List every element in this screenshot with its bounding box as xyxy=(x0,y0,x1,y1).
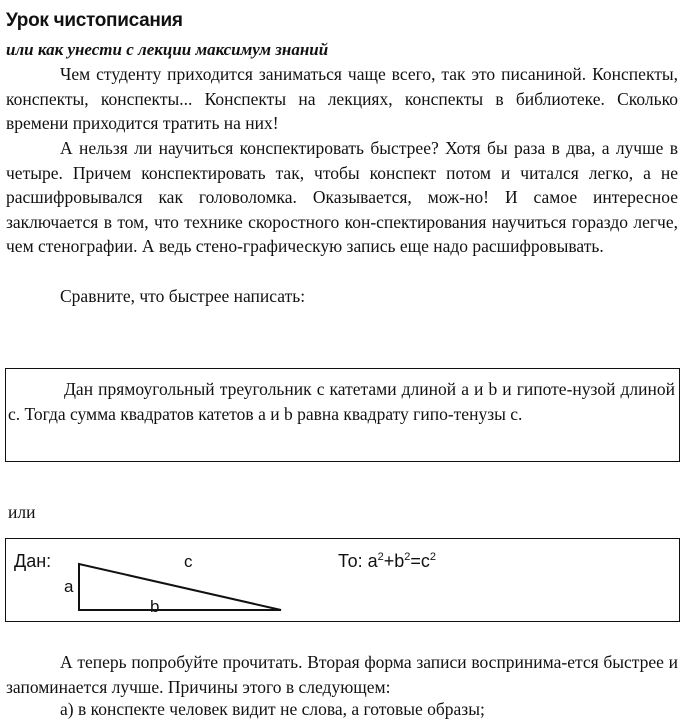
pythagorean-formula: То: $a^2+b^2=c^2$ xyxy=(338,551,437,571)
paragraph-conclusion: А теперь попробуйте прочитать. Вторая форма записи воспринима-ется быстрее и запоминается лучше. Причины этого в следующем: xyxy=(6,652,678,697)
paragraph-intro: Чем студенту приходится заниматься чаще всего, так это писаниной. Конспекты, конспекты, конспекты... Конспекты на лекциях, конспекты в библиотеке. Сколько времени приходится тратить на них! xyxy=(6,64,678,133)
verbal-statement-text: Дан прямоугольный треугольник с катетами длиной a и b и гипоте-нузой длиной c. Тогда сумма квадратов катетов a и b равна квадрату гипо-тенузы c. xyxy=(8,379,675,424)
paragraph-compare: Сравните, что быстрее написать: xyxy=(60,286,306,306)
verbal-statement-box xyxy=(5,368,680,462)
lesson-title: Урок чистописания xyxy=(6,10,183,31)
or-label: или xyxy=(8,502,36,522)
paragraph-question: А нельзя ли научиться конспектировать быстрее? Хотя бы раза в два, а лучше в четыре. Причем конспектировать так, чтобы конспект потом и читался легко, а не расшифровывался как головоломка. Оказывается, мож-но! И самое интересное заключается в том, что технике скоростного кон-спектирования научиться гораздо легче, чем стенографии. А ведь стено-графическую запись еще надо расшифровывать. xyxy=(6,138,678,256)
given-label: Дан: xyxy=(14,551,52,571)
hypotenuse-label: c xyxy=(184,552,193,571)
leg-a-label: a xyxy=(64,577,74,596)
lesson-subtitle: или как унести с лекции максимум знаний xyxy=(6,40,329,59)
diagram-statement-box xyxy=(5,538,680,622)
leg-b-label: b xyxy=(150,597,160,616)
list-item-a: а) в конспекте человек видит не слова, а готовые образы; xyxy=(60,699,485,719)
right-triangle-diagram xyxy=(56,547,296,619)
